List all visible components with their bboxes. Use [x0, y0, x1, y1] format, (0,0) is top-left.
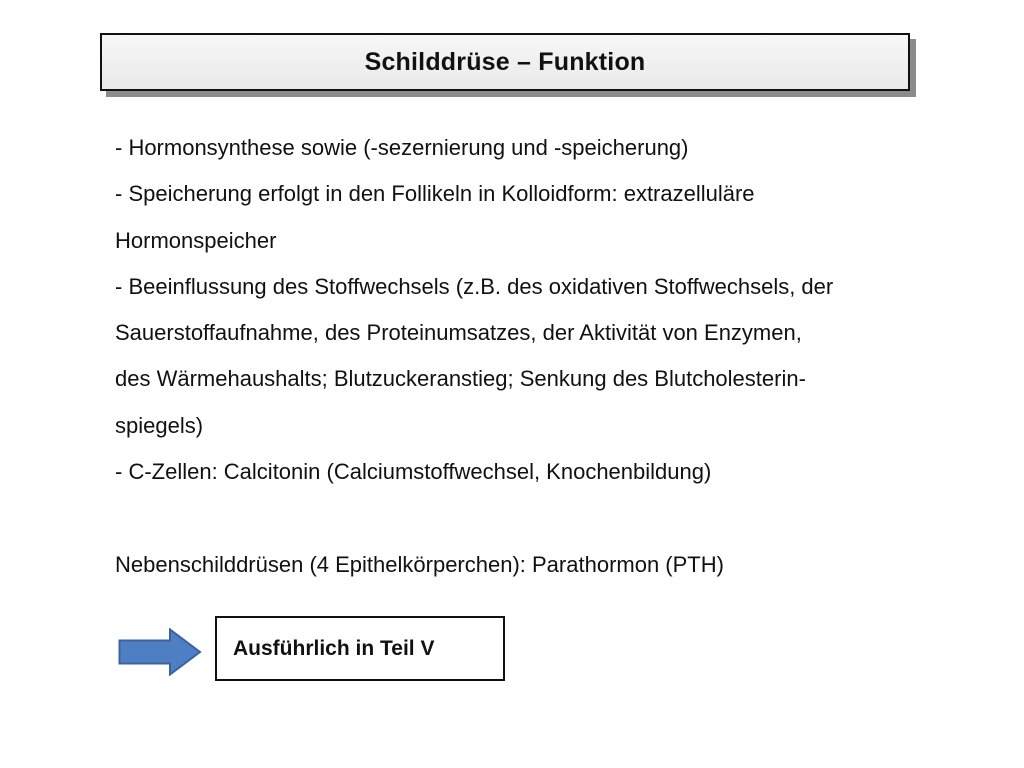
bullet-line: Sauerstoffaufnahme, des Proteinumsatzes, der Aktivität von Enzymen, [115, 320, 802, 346]
reference-box [215, 616, 505, 681]
bullet-line: - Speicherung erfolgt in den Follikeln in Kolloidform: extrazelluläre [115, 181, 755, 207]
bullet-line: - Beeinflussung des Stoffwechsels (z.B. des oxidativen Stoffwechsels, der [115, 273, 834, 299]
right-arrow-icon [118, 628, 202, 676]
bullet-line: - Hormonsynthese sowie (-sezernierung und -speicherung) [115, 135, 689, 160]
reference-label: Ausführlich in Teil V [233, 636, 435, 660]
bullet-line: - C-Zellen: Calcitonin (Calciumstoffwechsel, Knochenbildung) [115, 459, 712, 485]
body-text [115, 125, 985, 588]
arrow-shape [120, 630, 201, 675]
bullet-line: des Wärmehaushalts; Blutzuckeranstieg; Senkung des Blutcholesterin- [115, 366, 806, 392]
bullet-line: spiegels) [115, 412, 204, 438]
parathyroid-line: Nebenschilddrüsen (4 Epithelkörperchen): Parathormon (PTH) [115, 551, 724, 577]
spacer [115, 495, 985, 541]
title-box [100, 33, 910, 91]
bullet-line: Hormonspeicher [115, 227, 277, 253]
slide-title: Schilddrüse – Funktion [364, 47, 646, 76]
